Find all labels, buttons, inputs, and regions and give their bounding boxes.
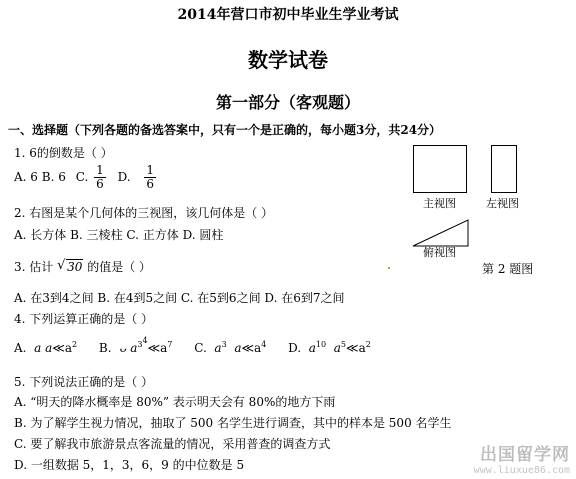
- q4-option-c: C. $a^3$ $a≪a^4$: [194, 340, 267, 355]
- q2-stem: 2. 右图是某个几何体的三视图，该几何体是（ ）: [14, 206, 274, 220]
- left-view-label: 左视图: [486, 197, 519, 210]
- q1-options: [14, 164, 158, 191]
- q1-option-d-fraction: $\frac{1}{6}$: [146, 163, 155, 191]
- q1-option-c-fraction: $\frac{1}{6}$: [96, 163, 104, 191]
- watermark-url: www.liuxue86.com: [473, 465, 570, 476]
- q3-stem: 3. 估计 √ 30 的值是（ ）: [14, 258, 152, 274]
- top-view-label: 俯视图: [423, 246, 456, 259]
- q5-option-d: D. 一组数据 5，1，3，6，9 的中位数是 5: [14, 458, 245, 472]
- subject-title: 数学试卷: [248, 48, 328, 72]
- sqrt-symbol: √ 30: [57, 258, 83, 274]
- q3-options: A. 在3到4之间 B. 在4到5之间 C. 在5到6之间 D. 在6到7之间: [14, 291, 345, 305]
- q1-option-b: B. 6: [41, 170, 66, 184]
- section-heading: 一、选择题（下列各题的备选答案中，只有一个是正确的，每小题3分，共24分）: [8, 123, 442, 137]
- q5-option-c: C. 要了解我市旅游景点客流量的情况，采用普查的调查方式: [14, 437, 331, 451]
- part-title: 第一部分（客观题）: [215, 93, 360, 112]
- q4-option-a: A. a $a≪a^2$: [14, 340, 78, 355]
- front-view-square: [413, 145, 467, 193]
- q5-option-b: B. 为了解学生视力情况，抽取了 500 名学生进行调查，其中的样本是 500 名学生: [14, 416, 452, 430]
- q4-options: [14, 336, 371, 355]
- figure-caption: 第 2 题图: [482, 262, 534, 276]
- q2-options: A. 长方体 B. 三棱柱 C. 正方体 D. 圆柱: [14, 228, 224, 242]
- front-view-label: 主视图: [423, 197, 456, 210]
- exam-title: 2014年营口市初中毕业生学业考试: [177, 7, 399, 23]
- watermark: [474, 440, 570, 476]
- watermark-brand: 出国留学网: [480, 445, 570, 465]
- stray-dot: [388, 267, 390, 269]
- q5-stem: 5. 下列说法正确的是（ ）: [14, 375, 154, 389]
- q4-option-b: B. ᴗ $a^{34}≪a^7$: [98, 336, 173, 355]
- q4-stem: 4. 下列运算正确的是（ ）: [14, 312, 154, 326]
- q4-option-d: D. $a^{10}$ $a^5≪a^2$: [288, 340, 371, 355]
- q1-option-a: A. 6: [14, 170, 38, 184]
- q1-stem: 1. 6的倒数是（ ）: [14, 146, 113, 160]
- q5-option-a: A. “明天的降水概率是 80%” 表示明天会有 80%的地方下雨: [14, 395, 336, 409]
- q1-option-d: D.: [117, 170, 131, 184]
- left-view-rectangle: [491, 145, 517, 193]
- q1-option-c: C.: [75, 170, 89, 184]
